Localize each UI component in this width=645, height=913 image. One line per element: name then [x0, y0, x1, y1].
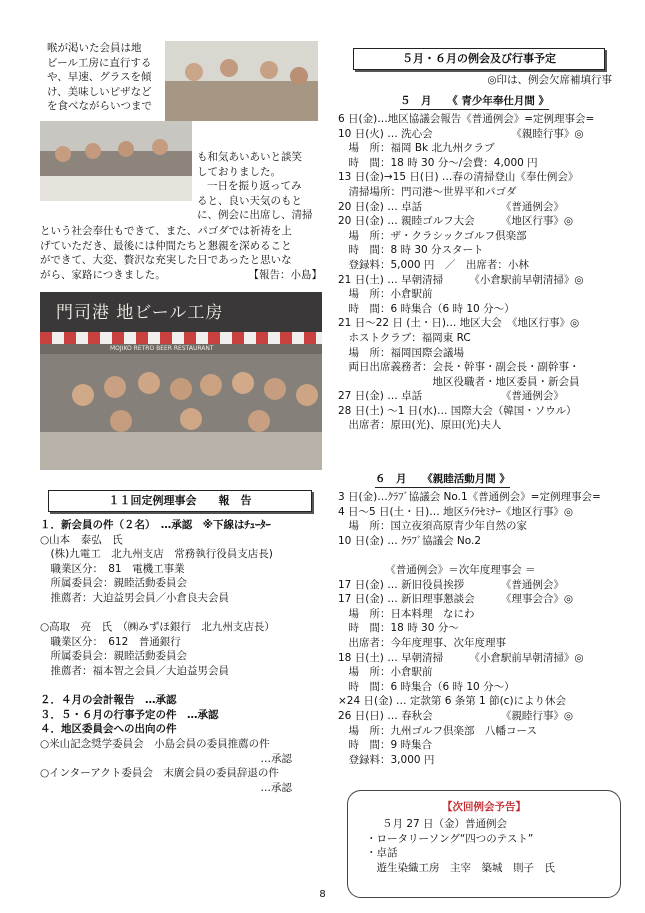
june-line: 3 日(金)…ｸﾗﾌﾞ協議会 No.1《普通例会》=定例理事会= — [338, 491, 601, 503]
may-line: 20 日(金) … 卓話 《普通例会》 — [338, 200, 564, 213]
sign-text: 門司港 地ビール工房 — [56, 303, 224, 323]
text-line: に、例会に出席し、清掃 — [197, 209, 313, 222]
notice-title: 【次回例会予告】 — [442, 801, 526, 813]
june-line: 時 間：6 時集合（6 時 10 分～） — [338, 680, 515, 693]
may-line: 時 間：6 時集合（6 時 10 分～） — [338, 302, 515, 315]
june-schedule — [338, 490, 618, 767]
article-bottom-text — [40, 224, 322, 282]
may-line: 時 間：8 時 30 分スタート — [338, 244, 484, 257]
may-line: 20 日(金) … 親睦ゴルフ大会 《地区行事》◎ — [338, 215, 573, 228]
june-line — [338, 548, 618, 563]
may-line: 21 日～22 日 (土・日)… 地区大会 《地区行事》◎ — [338, 317, 580, 330]
may-line: 6 日(金)…地区協議会報告《普通例会》=定例理事会= — [338, 113, 595, 125]
board-line: 職業区分： 81 電機工事業 — [40, 562, 185, 575]
report-credit: 【報告：小島】 — [248, 268, 322, 281]
june-line: 4 日～5 日(土・日)… 地区ﾗｲﾗｾﾐﾅｰ《地区行事》◎ — [338, 505, 573, 518]
sign-subtext: MOJIKO RETRO BEER RESTAURANT — [110, 345, 214, 352]
june-line: 17 日(金) … 新旧理事懇談会 《理事会合》◎ — [338, 593, 573, 606]
text-line: ビール工房に直行する — [47, 56, 152, 69]
june-heading: ６ 月 《親睦活動月間 》 — [375, 472, 510, 488]
text-line — [40, 268, 322, 283]
june-line: 18 日(土) … 早朝清掃 《小倉駅前早朝清掃》◎ — [338, 651, 584, 664]
may-heading: ５ 月 《 青少年奉仕月間 》 — [400, 94, 549, 110]
may-line: 10 日(火) … 洗心会 《親睦行事》◎ — [338, 127, 584, 140]
board-line: ○高取 亮 氏 （㈱みずほ銀行 北九州支店長） — [40, 621, 275, 634]
may-line: 13 日(金)→15 日(日) …春の清掃登山《奉仕例会》 — [338, 171, 579, 184]
june-line: 場 所：小倉駅前 — [338, 666, 433, 679]
text-line-end: がら、家路につきました。 — [40, 268, 166, 281]
board-line: 推薦者：大迫益男会員／小倉良夫会員 — [40, 591, 229, 604]
text-line: 一日を振り返ってみ — [207, 180, 302, 193]
june-line: 時 間：9 時集合 — [338, 739, 433, 752]
june-line: ×24 日(金) … 定款第 6 条第 1 節(c)により休会 — [338, 695, 567, 708]
board-line: ○インターアクト委員会 末廣会員の委員辞退の件 — [40, 767, 279, 780]
june-line: 時 間：18 時 30 分～ — [338, 622, 459, 635]
photo-group-beer-restaurant — [40, 292, 322, 470]
may-line: 21 日(土) … 早朝清掃 《小倉駅前早朝清掃》◎ — [338, 273, 584, 286]
june-line: 登録料：3,000 円 — [338, 753, 435, 766]
board-line: …承認 — [40, 781, 292, 794]
may-schedule — [338, 112, 618, 433]
text-line: げていただき、最後には仲間たちと懇親を深めること — [40, 239, 292, 252]
june-line: 10 日(金) … ｸﾗﾌﾞ協議会 No.2 — [338, 534, 482, 547]
next-meeting-notice — [347, 790, 621, 898]
board-line: １．新会員の件（２名） …承認 ※下線はﾁｭｰﾀｰ — [40, 519, 271, 531]
board-line: 推薦者：福本智之会員／大迫益男会員 — [40, 664, 229, 677]
photo-members-at-table — [40, 121, 192, 201]
board-line — [40, 606, 322, 621]
june-line: 場 所：日本料理 なにわ — [338, 607, 475, 620]
june-line: 26 日(日) … 春秋会 《親睦行事》◎ — [338, 709, 573, 722]
article-mid-text — [197, 150, 322, 223]
text-line: を食べながらいつまで — [47, 100, 152, 113]
notice-line: ・卓話 — [366, 847, 398, 860]
text-line: け、美味しいピザなど — [47, 85, 152, 98]
text-line: 喉が渇いた会員は地 — [47, 42, 142, 54]
page-number: 8 — [319, 889, 326, 900]
may-line: 場 所：福岡国際会議場 — [338, 346, 464, 359]
board-line: 職業区分： 612 普通銀行 — [40, 635, 181, 648]
board-line: (株)九電工 北九州支店 常務執行役員支店長) — [40, 548, 273, 561]
board-report-title — [48, 490, 312, 512]
board-line: ４．地区委員会への出向の件 — [40, 723, 177, 736]
may-line: 地区役職者・地区委員・新会員 — [338, 375, 580, 388]
may-line: 27 日(金) … 卓話 《普通例会》 — [338, 390, 564, 403]
may-line: 両日出席義務者：会長・幹事・副会長・副幹事・ — [338, 361, 580, 374]
text-line: という社会奉仕もできて、また、パゴダでは祈祷を上 — [40, 225, 292, 237]
board-line: 所属委員会：親睦活動委員会 — [40, 577, 187, 590]
may-line: 時 間：18 時 30 分～/会費：4,000 円 — [338, 156, 538, 169]
board-line: ２．４月の会計報告 …承認 — [40, 694, 177, 707]
may-line: 場 所：ザ・クラシックゴルフ倶楽部 — [338, 229, 527, 242]
june-line: 17 日(金) … 新旧役員挨拶 《普通例会》 — [338, 578, 564, 591]
schedule-title — [353, 48, 605, 70]
text-line: ると、良い天気のもと — [197, 194, 302, 207]
board-line — [40, 679, 322, 694]
notice-body — [366, 817, 616, 875]
schedule-title-text: ５月・６月の例会及び行事予定 — [402, 52, 556, 65]
board-line: ○山本 泰弘 氏 — [40, 533, 123, 546]
photo-dining-tables — [165, 41, 318, 121]
may-line: 登録料：5,000 円 ／ 出席者：小林 — [338, 258, 529, 271]
text-line: ができて、大変、贅沢な充実した日であったと思いな — [40, 254, 292, 267]
may-line: 出席者：原田(光)、原田(光)夫人 — [338, 419, 502, 432]
notice-line: ５月 27 日（金）普通例会 — [382, 818, 508, 830]
may-line: 28 日(土) ～1 日(水)… 国際大会（韓国・ソウル） — [338, 404, 577, 417]
board-line: ３．５・６月の行事予定の件 …承認 — [40, 708, 219, 721]
article-top-text — [47, 41, 167, 114]
board-line: 所属委員会：親睦活動委員会 — [40, 650, 187, 663]
text-line: しておりました。 — [197, 165, 281, 178]
may-line: 清掃場所：門司港～世界平和パゴダ — [338, 185, 517, 198]
june-line: 場 所：九州ゴルフ倶楽部 八幡コース — [338, 724, 537, 737]
text-line: や、早速、グラスを傾 — [47, 71, 152, 84]
notice-line: ・ロータリーソング“四つのテスト” — [366, 832, 534, 845]
may-line: ホストクラブ：福岡東 RC — [338, 331, 471, 344]
notice-line: 遊生染織工房 主宰 築城 則子 氏 — [366, 861, 555, 874]
june-line: 場 所：国立夜須高原青少年自然の家 — [338, 520, 527, 533]
schedule-legend: ◎印は、例会欠席補填行事 — [487, 74, 612, 86]
june-line: 出席者：今年度理事、次年度理事 — [338, 636, 506, 649]
may-line: 場 所：福岡 Bk 北九州クラブ — [338, 142, 495, 155]
text-line: も和気あいあいと談笑 — [197, 151, 302, 163]
may-line: 場 所：小倉駅前 — [338, 288, 433, 301]
june-line: 《普通例会》＝次年度理事会 ＝ — [338, 563, 536, 576]
board-line: ○米山記念奨学委員会 小島会員の委員推薦の件 — [40, 737, 270, 750]
board-line: …承認 — [40, 752, 292, 765]
board-report-body — [40, 518, 322, 795]
board-report-title-text: １１回定例理事会 報 告 — [108, 494, 252, 507]
